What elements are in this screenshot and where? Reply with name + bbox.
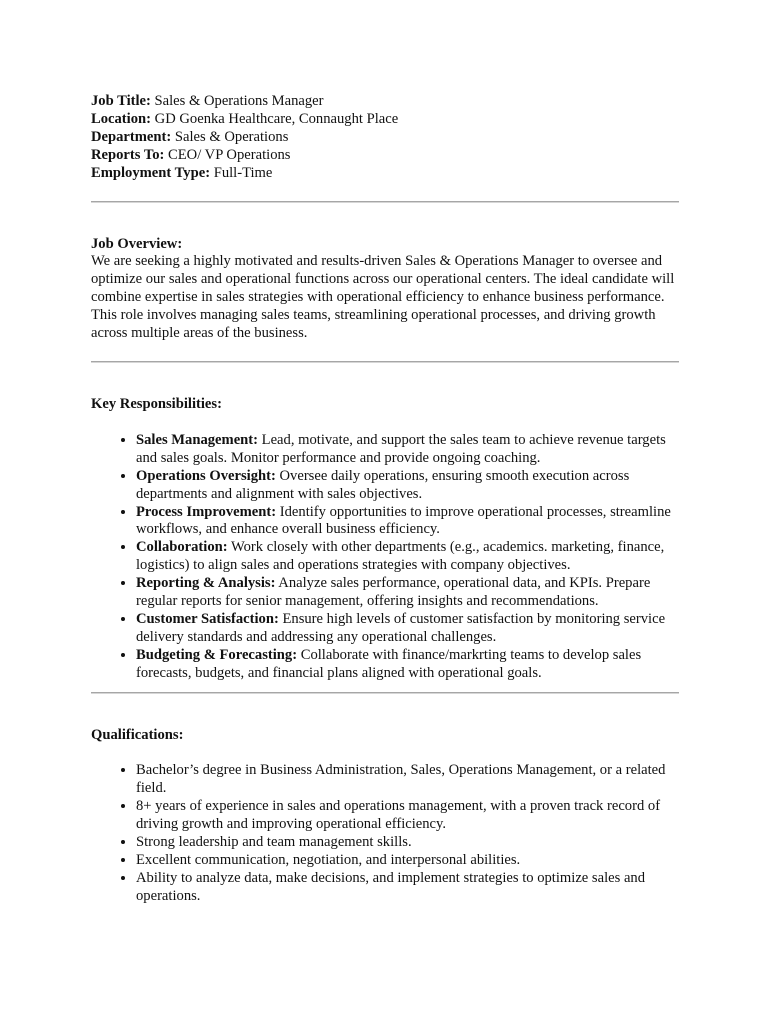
department-value: Sales & Operations [171,128,289,145]
department-label: Department: [91,128,172,145]
location-label: Location: [91,110,151,127]
responsibility-label: Reporting & Analysis: [136,575,276,592]
responsibility-text: Collaborate with finance/markrting teams to develop sales forecasts, budgets, and financial plans aligned with operational goals. [136,646,642,681]
list-item: • 8+ years of experience in sales and operations management, with a proven track record of driving growth and improving operational efficiency. [136,798,681,834]
reports-to-value: CEO/ VP Operations [164,146,291,163]
employment-type-line [91,165,681,183]
responsibility-label: Budgeting & Forecasting: [136,646,298,663]
location-line [91,111,681,129]
job-overview-text: We are seeking a highly motivated and results-driven Sales & Operations Manager to oversee and optimize our sales and operational functions across our operational centers. The ideal candidate will combine expertise in sales strategies with operational efficiency to enhance business performance. This role involves managing sales teams, streamlining operational processes, and driving growth across multiple areas of the business. [91,253,675,342]
reports-to-label: Reports To: [91,146,165,163]
job-header [91,93,681,183]
responsibility-label: Operations Oversight: [136,467,276,484]
divider-3 [91,692,679,694]
list-item [136,432,681,468]
document-content [91,93,681,906]
qualifications-heading: Qualifications: [91,726,184,743]
divider-1 [91,201,679,203]
responsibility-text: Lead, motivate, and support the sales team to achieve revenue targets and sales goals. Monitor performance and provide ongoing coaching. [136,431,666,466]
responsibility-label: Collaboration: [136,539,228,556]
list-item: • Excellent communication, negotiation, and interpersonal abilities. [136,852,681,870]
responsibilities-list [91,432,681,683]
responsibility-text: Identify opportunities to improve operational processes, streamline workflows, and enhance overall business efficiency. [136,503,671,538]
list-item [136,575,681,611]
list-item: • Bachelor’s degree in Business Administration, Sales, Operations Management, or a related field. [136,762,681,798]
key-responsibilities-section [91,396,681,683]
list-item [136,468,681,504]
department-line [91,129,681,147]
job-title-label: Job Title: [91,93,151,109]
responsibility-label: Customer Satisfaction: [136,610,279,627]
list-item: • Ability to analyze data, make decisions, and implement strategies to optimize sales and operations. [136,870,681,906]
job-title-value: Sales & Operations Manager [150,93,324,109]
responsibility-text: Ensure high levels of customer satisfaction by monitoring service delivery standards and addressing any operational challenges. [136,610,666,645]
job-overview-section [91,236,681,343]
reports-to-line [91,147,681,165]
list-item [136,539,681,575]
list-item [136,504,681,540]
job-title-line [91,93,681,111]
qualifications-list [91,762,681,905]
list-item [136,647,681,683]
qualifications-section [91,727,681,906]
divider-2 [91,361,679,363]
employment-type-label: Employment Type: [91,164,211,181]
list-item: • Strong leadership and team management skills. [136,834,681,852]
key-responsibilities-heading: Key Responsibilities: [91,395,222,412]
responsibility-text: Analyze sales performance, operational data, and KPIs. Prepare regular reports for senior management, offering insights and recommendations. [136,575,651,610]
list-item [136,611,681,647]
responsibility-text: Oversee daily operations, ensuring smooth execution across departments and alignment with sales objectives. [136,467,630,502]
responsibility-text: Work closely with other departments (e.g., academics. marketing, finance, logistics) to align sales and operations strategies with company objectives. [136,539,665,574]
responsibility-label: Sales Management: [136,431,259,448]
employment-type-value: Full-Time [210,164,273,181]
location-value: GD Goenka Healthcare, Connaught Place [151,110,399,127]
responsibility-label: Process Improvement: [136,503,277,520]
job-overview-heading: Job Overview: [91,235,183,252]
